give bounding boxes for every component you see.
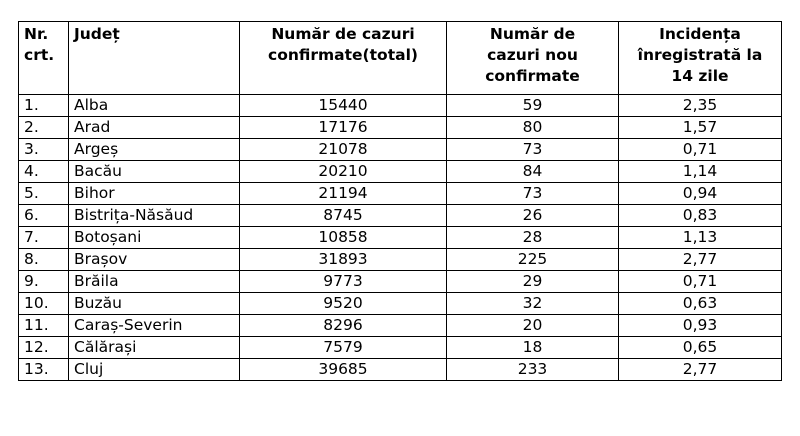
covid-county-table [18,21,782,381]
cell-judet: Brașov [69,249,240,271]
cell-incidence: 0,65 [619,337,782,359]
cell-nr: 10. [19,293,69,315]
cell-incidence: 2,77 [619,249,782,271]
cell-judet: Alba [69,95,240,117]
cell-judet: Bacău [69,161,240,183]
table-row [19,337,782,359]
cell-new-cases: 18 [447,337,619,359]
table-row [19,117,782,139]
cell-new-cases: 26 [447,205,619,227]
cell-total-cases: 7579 [240,337,447,359]
table-row [19,183,782,205]
cell-judet: Brăila [69,271,240,293]
cell-incidence: 1,57 [619,117,782,139]
cell-total-cases: 9520 [240,293,447,315]
cell-nr: 7. [19,227,69,249]
cell-judet: Botoșani [69,227,240,249]
cell-judet: Călărași [69,337,240,359]
header-incidence [619,22,782,95]
cell-total-cases: 21194 [240,183,447,205]
cell-judet: Cluj [69,359,240,381]
cell-nr: 8. [19,249,69,271]
cell-nr: 3. [19,139,69,161]
cell-total-cases: 10858 [240,227,447,249]
cell-new-cases: 80 [447,117,619,139]
header-total-line-1: Număr de cazuri [271,25,415,43]
cell-nr: 9. [19,271,69,293]
header-new-line-3: confirmate [485,67,580,85]
cell-incidence: 0,83 [619,205,782,227]
cell-judet: Bihor [69,183,240,205]
cell-new-cases: 73 [447,139,619,161]
table-row [19,139,782,161]
cell-judet: Buzău [69,293,240,315]
cell-nr: 6. [19,205,69,227]
table-row [19,271,782,293]
cell-new-cases: 29 [447,271,619,293]
header-incidence-line-1: Incidența [659,25,741,43]
cell-nr: 1. [19,95,69,117]
cell-judet: Argeș [69,139,240,161]
table-row [19,161,782,183]
cell-incidence: 2,77 [619,359,782,381]
cell-total-cases: 8296 [240,315,447,337]
cell-nr: 11. [19,315,69,337]
cell-nr: 13. [19,359,69,381]
table-body [19,95,782,381]
cell-nr: 5. [19,183,69,205]
header-nr-crt [19,22,69,95]
cell-new-cases: 28 [447,227,619,249]
cell-nr: 2. [19,117,69,139]
header-new-line-2: cazuri nou [487,46,578,64]
cell-new-cases: 59 [447,95,619,117]
table-row [19,95,782,117]
header-total-line-2: confirmate(total) [268,46,418,64]
header-judet: Județ [69,22,240,95]
cell-incidence: 0,93 [619,315,782,337]
cell-new-cases: 233 [447,359,619,381]
cell-incidence: 0,71 [619,271,782,293]
cell-total-cases: 21078 [240,139,447,161]
cell-total-cases: 15440 [240,95,447,117]
header-new-line-1: Număr de [489,25,576,43]
header-nr-line-1: Nr. [24,25,49,43]
cell-incidence: 0,63 [619,293,782,315]
table-row [19,293,782,315]
cell-new-cases: 32 [447,293,619,315]
header-nr-line-2: crt. [24,46,55,64]
table-row [19,249,782,271]
table-row [19,359,782,381]
cell-incidence: 1,13 [619,227,782,249]
cell-total-cases: 39685 [240,359,447,381]
cell-new-cases: 84 [447,161,619,183]
cell-new-cases: 20 [447,315,619,337]
header-incidence-line-2: înregistrată la [637,46,763,64]
cell-total-cases: 17176 [240,117,447,139]
cell-incidence: 0,71 [619,139,782,161]
header-new-cases [447,22,619,95]
cell-total-cases: 9773 [240,271,447,293]
cell-total-cases: 31893 [240,249,447,271]
table-header-row [19,22,782,95]
cell-nr: 12. [19,337,69,359]
cell-incidence: 1,14 [619,161,782,183]
cell-incidence: 0,94 [619,183,782,205]
cell-incidence: 2,35 [619,95,782,117]
cell-total-cases: 20210 [240,161,447,183]
header-total-cases [240,22,447,95]
cell-judet: Bistrița-Năsăud [69,205,240,227]
cell-nr: 4. [19,161,69,183]
cell-judet: Caraș-Severin [69,315,240,337]
cell-total-cases: 8745 [240,205,447,227]
cell-judet: Arad [69,117,240,139]
table-row [19,205,782,227]
table-row [19,315,782,337]
cell-new-cases: 73 [447,183,619,205]
table-row [19,227,782,249]
cell-new-cases: 225 [447,249,619,271]
header-incidence-line-3: 14 zile [671,67,729,85]
